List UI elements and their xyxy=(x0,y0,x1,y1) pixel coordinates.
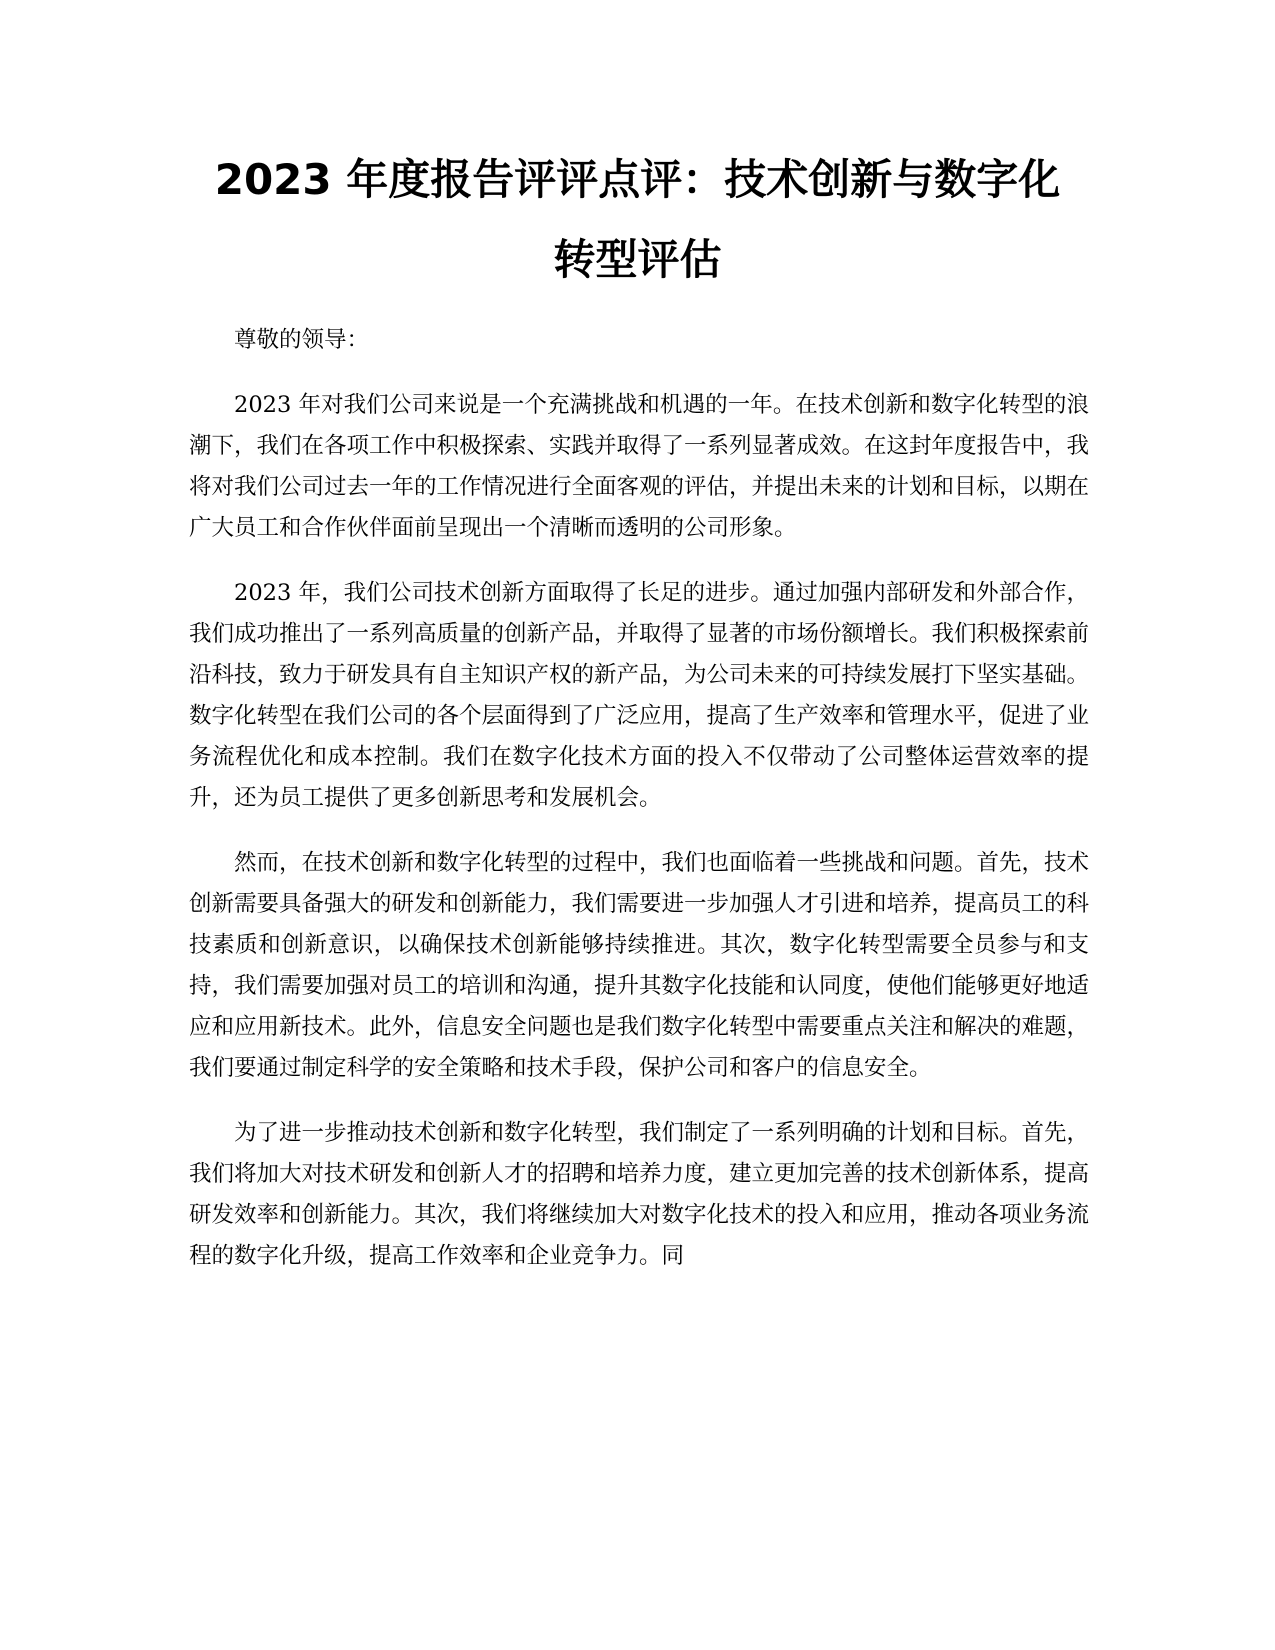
title-line-2: 转型评估 xyxy=(553,235,722,284)
salutation: 尊敬的领导： xyxy=(234,327,370,353)
title-line-1: 2023 年度报告评评点评：技术创新与数字化 xyxy=(214,155,1061,204)
paragraph-4: 为了进一步推动技术创新和数字化转型，我们制定了一系列明确的计划和目标。首先，我们将加大对技术研发和创新人才的招聘和培养力度，建立更加完善的技术创新体系，提高研发效率和创新能力。其次，我们将继续加大对数字化技术的投入和应用，推动各项业务流程的数字化升级，提高工作效率和企业竞争力。同 xyxy=(189,1120,1090,1269)
paragraph-2: 2023 年，我们公司技术创新方面取得了长足的进步。通过加强内部研发和外部合作，我们成功推出了一系列高质量的创新产品，并取得了显著的市场份额增长。我们积极探索前沿科技，致力于研发具有自主知识产权的新产品，为公司未来的可持续发展打下坚实基础。数字化转型在我们公司的各个层面得到了广泛应用，提高了生产效率和管理水平，促进了业务流程优化和成本控制。我们在数字化技术方面的投入不仅带动了公司整体运营效率的提升，还为员工提供了更多创新思考和发展机会。 xyxy=(189,580,1090,811)
document-body xyxy=(189,320,1089,1301)
paragraph-3: 然而，在技术创新和数字化转型的过程中，我们也面临着一些挑战和问题。首先，技术创新需要具备强大的研发和创新能力，我们需要进一步加强人才引进和培养，提高员工的科技素质和创新意识，以确保技术创新能够持续推进。其次，数字化转型需要全员参与和支持，我们需要加强对员工的培训和沟通，提升其数字化技能和认同度，使他们能够更好地适应和应用新技术。此外，信息安全问题也是我们数字化转型中需要重点关注和解决的难题，我们要通过制定科学的安全策略和技术手段，保护公司和客户的信息安全。 xyxy=(189,850,1090,1081)
paragraph-1: 2023 年对我们公司来说是一个充满挑战和机遇的一年。在技术创新和数字化转型的浪潮下，我们在各项工作中积极探索、实践并取得了一系列显著成效。在这封年度报告中，我将对我们公司过去一年的工作情况进行全面客观的评估，并提出未来的计划和目标，以期在广大员工和合作伙伴面前呈现出一个清晰而透明的公司形象。 xyxy=(189,392,1090,541)
document-title xyxy=(150,140,1125,300)
